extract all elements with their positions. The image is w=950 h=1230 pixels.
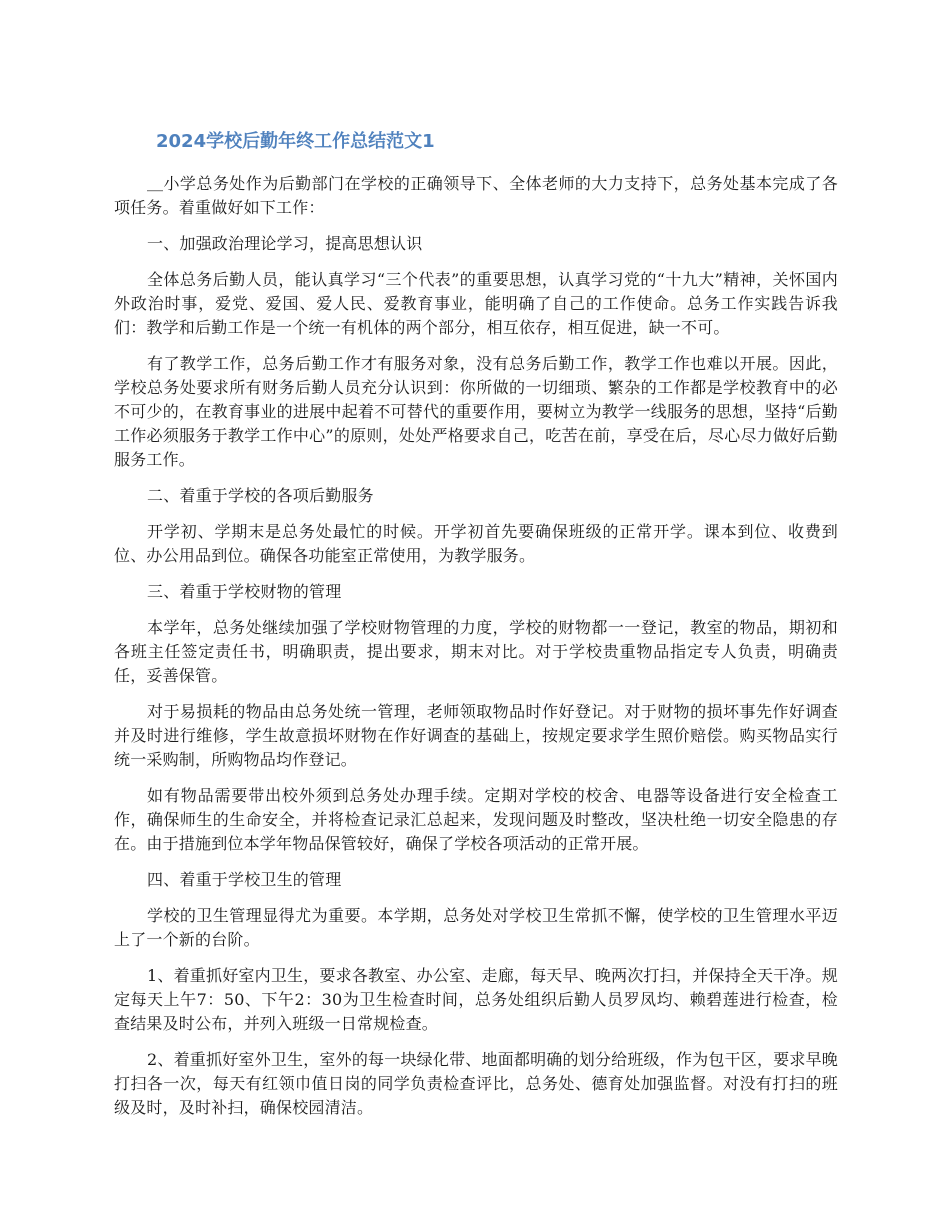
body-paragraph: 本学年，总务处继续加强了学校财物管理的力度，学校的财物都一一登记，教室的物品，期初和各班主任签定责任书，明确职责，提出要求，期末对比。对于学校贵重物品指定专人负责，明确责任，妥善保管。 [114,618,838,685]
section-heading-2: 二、着重于学校的各项后勤服务 [147,486,374,505]
body-paragraph: 如有物品需要带出校外须到总务处办理手续。定期对学校的校舍、电器等设备进行安全检查工作，确保师生的生命安全，并将检查记录汇总起来，发现问题及时整改，坚决杜绝一切安全隐患的存在。由于措施到位本学年物品保管较好，确保了学校各项活动的正常开展。 [114,786,838,853]
body-paragraph: 1、着重抓好室内卫生，要求各教室、办公室、走廊，每天早、晚两次打扫，并保持全天干净。规定每天上午7：50、下午2：30为卫生检查时间，总务处组织后勤人员罗凤均、赖碧莲进行检查，检查结果及时公布，并列入班级一日常规检查。 [114,966,838,1033]
body-paragraph: 2、着重抓好室外卫生，室外的每一块绿化带、地面都明确的划分给班级，作为包干区，要求早晚打扫各一次，每天有红领巾值日岗的同学负责检查评比，总务处、德育处加强监督。对没有打扫的班级及时，及时补扫，确保校园清洁。 [114,1050,838,1117]
body-paragraph: 学校的卫生管理显得尤为重要。本学期，总务处对学校卫生常抓不懈，使学校的卫生管理水平迈上了一个新的台阶。 [114,906,838,949]
document-title: 2024学校后勤年终工作总结范文1 [156,131,435,152]
body-paragraph: 全体总务后勤人员，能认真学习“三个代表”的重要思想，认真学习党的“十九大”精神，关怀国内外政治时事，爱党、爱国、爱人民、爱教育事业，能明确了自己的工作使命。总务工作实践告诉我们：教学和后勤工作是一个统一有机体的两个部分，相互依存，相互促进，缺一不可。 [114,270,838,337]
section-heading-1: 一、加强政治理论学习，提高思想认识 [147,234,423,253]
body-paragraph: 对于易损耗的物品由总务处统一管理，老师领取物品时作好登记。对于财物的损坏事先作好调查并及时进行维修，学生故意损坏财物在作好调查的基础上，按规定要求学生照价赔偿。购买物品实行统一采购制，所购物品均作登记。 [114,702,838,769]
section-heading-3: 三、着重于学校财物的管理 [147,582,342,601]
body-paragraph: 开学初、学期末是总务处最忙的时候。开学初首先要确保班级的正常开学。课本到位、收费到位、办公用品到位。确保各功能室正常使用，为教学服务。 [114,522,838,565]
document-page [114,128,838,1132]
body-paragraph: 有了教学工作，总务后勤工作才有服务对象，没有总务后勤工作，教学工作也难以开展。因此，学校总务处要求所有财务后勤人员充分认识到：你所做的一切细琐、繁杂的工作都是学校教育中的必不可少的，在教育事业的进展中起着不可替代的重要作用，要树立为教学一线服务的思想，坚持“后勤工作必须服务于教学工作中心”的原则，处处严格要求自己，吃苦在前，享受在后，尽心尽力做好后勤服务工作。 [114,354,838,469]
intro-paragraph: ＿小学总务处作为后勤部门在学校的正确领导下、全体老师的大力支持下，总务处基本完成了各项任务。着重做好如下工作： [114,174,838,217]
section-heading-4: 四、着重于学校卫生的管理 [147,870,342,889]
